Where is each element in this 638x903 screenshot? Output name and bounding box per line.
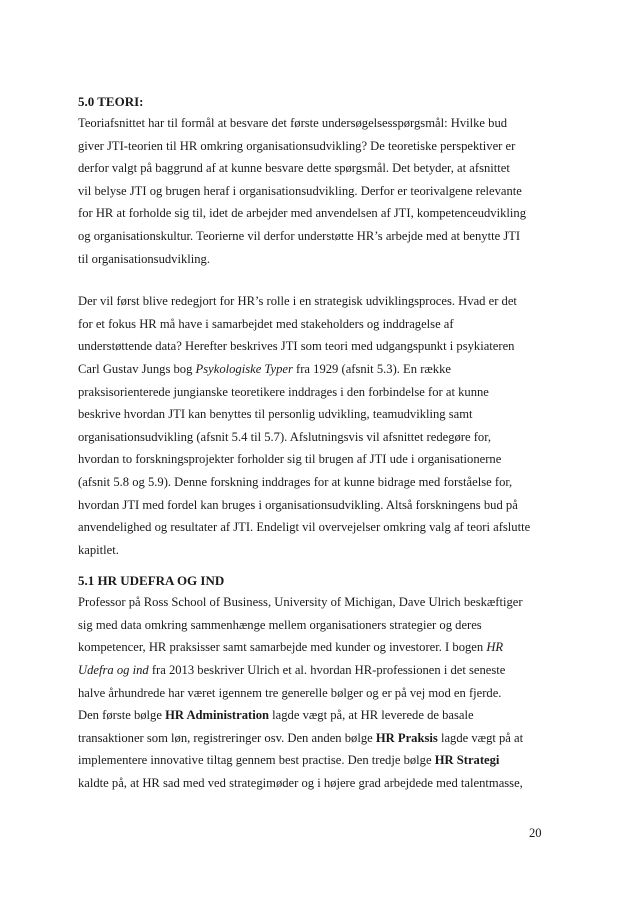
text-line: giver JTI-teorien til HR omkring organisationsudvikling? De teoretiske perspektiver er xyxy=(78,138,516,153)
text-line xyxy=(78,753,499,767)
text-line: organisationsudvikling (afsnit 5.4 til 5.7). Afslutningsvis vil afsnittet redegøre for, xyxy=(78,429,492,444)
text-run: lagde vægt på, at HR leverede de basale xyxy=(269,708,474,723)
section-heading-hr-udefra: 5.1 HR UDEFRA OG IND xyxy=(78,573,225,589)
text-line: sig med data omkring sammenhænge mellem organisationers strategier og deres xyxy=(78,617,482,632)
text-line: understøttende data? Herefter beskrives JTI som teori med udgangspunkt i psykiateren xyxy=(78,339,515,354)
paragraph-ulrich xyxy=(78,591,563,794)
text-line: kaldte på, at HR sad med ved strategimøder og i højere grad arbejdede med talentmasse, xyxy=(78,776,523,791)
text-run: Carl Gustav Jungs bog xyxy=(78,361,196,376)
text-run: implementere innovative tiltag gennem best practise. Den tredje bølge xyxy=(78,753,435,768)
text-line: kapitlet. xyxy=(78,542,119,557)
book-title: Psykologiske Typer xyxy=(195,361,293,376)
text-line: hvordan to forskningsprojekter forholder sig til brugen af JTI ude i organisationerne xyxy=(78,452,502,467)
text-line: anvendelighed og resultater af JTI. Endeligt vil overvejelser omkring valg af teori afslutte xyxy=(78,520,531,535)
text-run: Den første bølge xyxy=(78,708,166,723)
text-line: praksisorienterede jungianske teoretikere inddrages i den forbindelse for at kunne xyxy=(78,384,489,399)
text-line: vil belyse JTI og brugen heraf i organisationsudvikling. Derfor er teorivalgene relevante xyxy=(78,183,522,198)
text-run: kompetencer, HR praksisser samt samarbejde med kunder og investorer. I bogen xyxy=(78,640,487,655)
text-line: for HR at forholde sig til, idet de arbejder med anvendelsen af JTI, kompetenceudvikling xyxy=(78,206,526,221)
text-run: lagde vægt på at xyxy=(437,730,524,745)
text-line xyxy=(78,362,451,376)
text-line: halve århundrede har været igennem tre generelle bølger og er på vej mod en fjerde. xyxy=(78,685,502,700)
paragraph-overview xyxy=(78,290,563,561)
text-line xyxy=(78,708,474,722)
book-title: Udefra og ind xyxy=(78,663,149,678)
text-line xyxy=(78,731,523,745)
text-run: fra 1929 (afsnit 5.3). En række xyxy=(292,361,451,376)
text-line: hvordan JTI med fordel kan bruges i organisationsudvikling. Altså forskningens bud på xyxy=(78,497,518,512)
bold-term: HR Strategi xyxy=(434,753,500,768)
text-line: til organisationsudvikling. xyxy=(78,251,211,266)
book-title: HR xyxy=(486,640,504,655)
page-content xyxy=(78,92,563,795)
text-line xyxy=(78,663,505,677)
bold-term: HR Praksis xyxy=(375,730,438,745)
text-line xyxy=(78,640,503,654)
text-line: for et fokus HR må have i samarbejdet med stakeholders og inddragelse af xyxy=(78,316,454,331)
text-line: Der vil først blive redegjort for HR’s rolle i en strategisk udviklingsproces. Hvad er det xyxy=(78,294,517,309)
section-heading-teori: 5.0 TEORI: xyxy=(78,94,144,109)
text-line: (afsnit 5.8 og 5.9). Denne forskning inddrages for at kunne bidrage med forståelse for, xyxy=(78,474,513,489)
text-line: og organisationskultur. Teorierne vil derfor understøtte HR’s arbejde med at benytte JTI xyxy=(78,228,521,243)
paragraph-intro xyxy=(78,112,563,270)
text-line: derfor valgt på baggrund af at kunne besvare dette spørgsmål. Det betyder, at afsnittet xyxy=(78,161,510,176)
text-line: beskrive hvordan JTI kan benyttes til personlig udvikling, teamudvikling samt xyxy=(78,407,473,422)
bold-term: HR Administration xyxy=(165,708,270,723)
page-number: 20 xyxy=(529,826,542,840)
text-run: fra 2013 beskriver Ulrich et al. hvordan HR-professionen i det seneste xyxy=(148,663,506,678)
text-line: Professor på Ross School of Business, University of Michigan, Dave Ulrich beskæftiger xyxy=(78,595,523,610)
text-run: transaktioner som løn, registreringer osv. Den anden bølge xyxy=(78,730,376,745)
text-line: Teoriafsnittet har til formål at besvare det første undersøgelsesspørgsmål: Hvilke bud xyxy=(78,116,508,130)
